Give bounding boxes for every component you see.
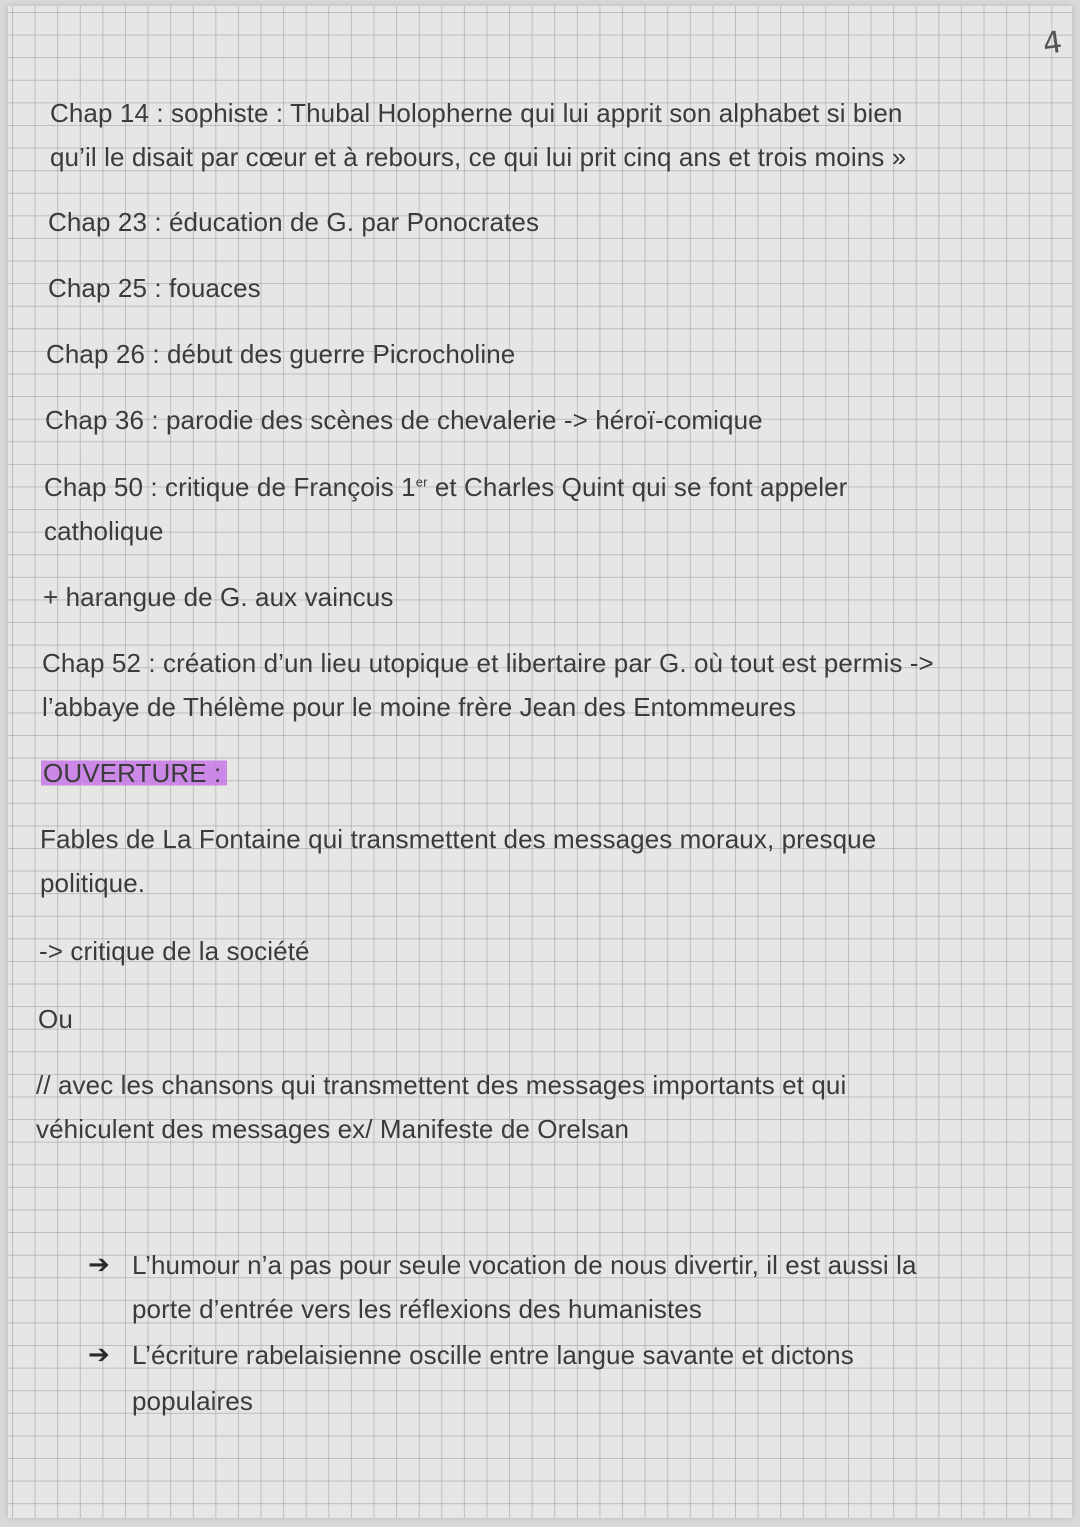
- note-line-chap25: Chap 25 : fouaces: [48, 273, 261, 303]
- note-line-chap50-a: [44, 472, 847, 503]
- graph-paper-sheet: [8, 6, 1072, 1518]
- note-line-chap23: Chap 23 : éducation de G. par Ponocrates: [48, 207, 540, 237]
- bullet-arrow-icon: ➔: [88, 1250, 110, 1280]
- bullet-arrow-icon: ➔: [88, 1340, 110, 1370]
- conclusion-line-2b: populaires: [132, 1386, 253, 1416]
- page-number: 4: [1040, 24, 1065, 63]
- note-line-chap52-a: Chap 52 : création d’un lieu utopique et libertaire par G. où tout est permis ->: [42, 648, 934, 678]
- conclusion-line-1a: L’humour n’a pas pour seule vocation de nous divertir, il est aussi la: [132, 1250, 917, 1280]
- note-line-ou: Ou: [38, 1004, 73, 1034]
- note-line-fables-b: politique.: [40, 868, 146, 898]
- note-line-chap36: Chap 36 : parodie des scènes de chevalerie -> héroï-comique: [45, 405, 763, 435]
- ouverture-highlight: OUVERTURE :: [41, 758, 227, 788]
- note-line-fables-a: Fables de La Fontaine qui transmettent des messages moraux, presque: [40, 824, 877, 854]
- note-line-chap14-b: qu’il le disait par cœur et à rebours, ce qui lui prit cinq ans et trois moins »: [50, 142, 907, 172]
- note-line-harangue: + harangue de G. aux vaincus: [43, 582, 394, 612]
- note-line-chap52-b: l’abbaye de Thélème pour le moine frère Jean des Entommeures: [42, 692, 797, 722]
- note-line-chap50-b: catholique: [44, 516, 164, 546]
- section-heading-ouverture: [41, 758, 227, 789]
- note-line-critique: -> critique de la société: [39, 936, 310, 966]
- note-line-chansons-b: véhiculent des messages ex/ Manifeste de Orelsan: [36, 1114, 629, 1144]
- chap50-text-end: et Charles Quint qui se font appeler: [427, 472, 848, 502]
- conclusion-line-2a: L’écriture rabelaisienne oscille entre langue savante et dictons: [132, 1340, 854, 1370]
- note-line-chap14-a: Chap 14 : sophiste : Thubal Holopherne qui lui apprit son alphabet si bien: [50, 98, 903, 128]
- conclusion-line-1b: porte d’entrée vers les réflexions des humanistes: [132, 1294, 702, 1324]
- note-line-chansons-a: // avec les chansons qui transmettent des messages importants et qui: [36, 1070, 847, 1100]
- chap50-text-start: Chap 50 : critique de François 1: [44, 472, 416, 502]
- chap50-superscript: er: [415, 474, 428, 490]
- note-line-chap26: Chap 26 : début des guerre Picrocholine: [46, 339, 516, 369]
